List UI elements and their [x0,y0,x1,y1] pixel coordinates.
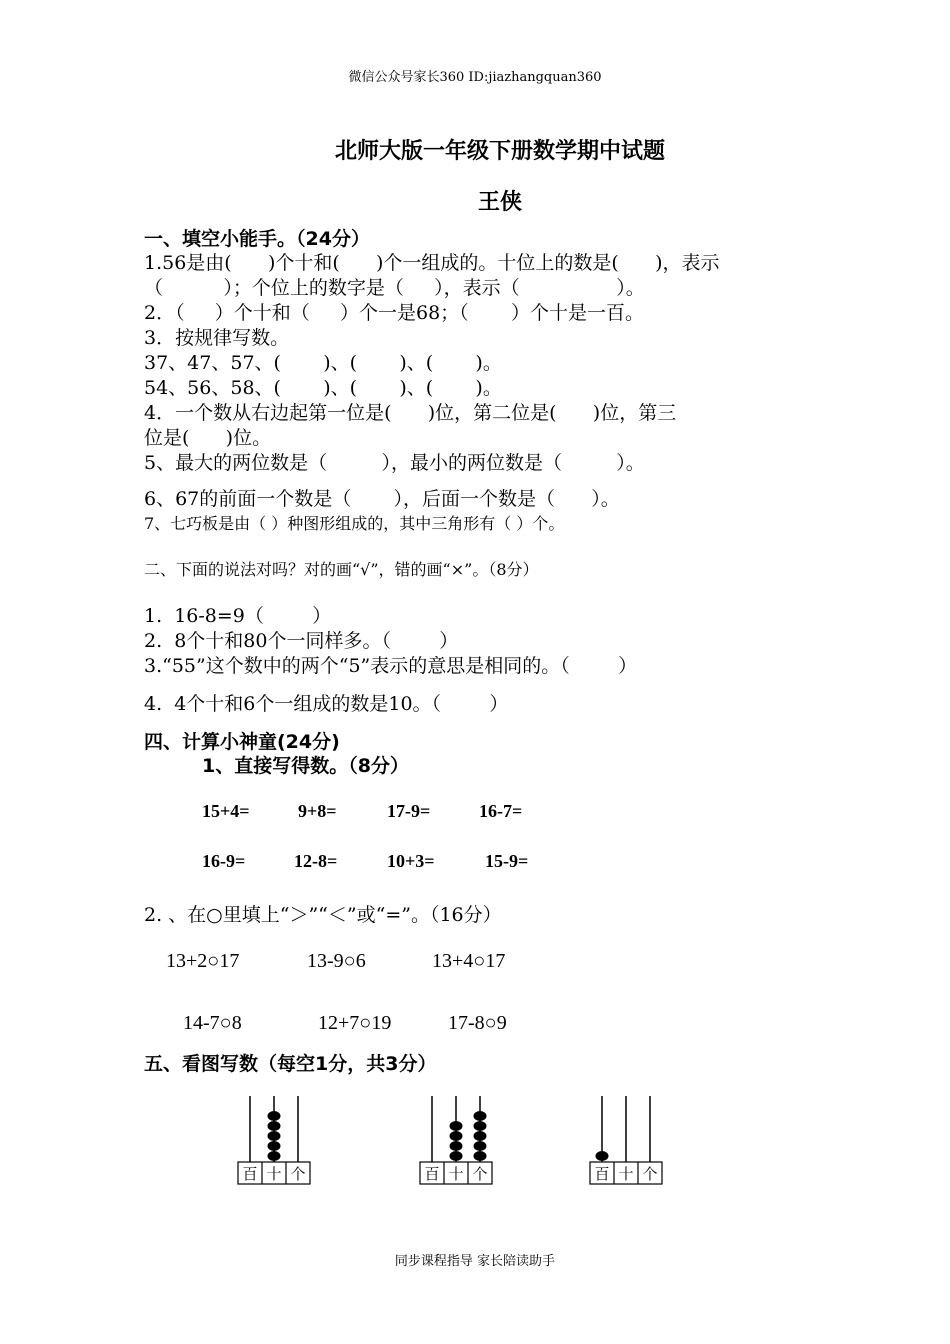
calc-item: 17-9= [387,801,431,821]
abacus-bead [450,1141,463,1151]
section1-heading: 一、填空小能手。（24分） [144,228,370,250]
abacus-bead [268,1131,281,1141]
compare-item: 13-9○6 [307,950,366,972]
calc-item: 16-7= [479,801,523,821]
section2-item: 1. 16-8=9（ ） [144,605,332,627]
place-label: 十 [266,1165,282,1183]
abacus-bead [474,1121,487,1131]
abacus-bead [268,1151,281,1161]
abacus-bead [268,1141,281,1151]
section4-sub1: 1、直接写得数。（8分） [202,755,409,777]
section4-sub2: 2. 、在○里填上“＞”“＜”或“=”。（16分） [144,904,502,926]
calc-item: 15-9= [485,851,529,871]
section1-line: 5、最大的两位数是（ ），最小的两位数是（ ）。 [144,452,645,474]
section1-line: 4．一个数从右边起第一位是( )位，第二位是( )位，第三 [144,402,677,424]
place-label: 个 [472,1165,488,1183]
abacus-bead [450,1151,463,1161]
author-name: 王侠 [477,190,522,215]
section1-line: 6、67的前面一个数是（ ），后面一个数是（ ）。 [144,488,620,510]
abacus-bead [268,1121,281,1131]
compare-item: 13+2○17 [166,950,240,972]
section2-heading: 二、下面的说法对吗？对的画“√”，错的画“×”。（8分） [144,560,539,579]
compare-item: 12+7○19 [318,1012,392,1034]
section1-line: （ ）；个位上的数字是（ ），表示（ ）。 [144,277,645,299]
page-header: 微信公众号家长360 ID:jiazhangquan360 [348,70,602,85]
section1-line: 1.56是由( )个十和( )个一组成的。十位上的数是( )，表示 [144,252,720,274]
place-label: 个 [642,1165,658,1183]
compare-item: 13+4○17 [432,950,506,972]
compare-item: 17-8○9 [448,1012,507,1034]
section1-line: 54、56、58、( )、( )、( )。 [144,377,502,399]
calc-item: 16-9= [202,851,246,871]
section1-line: 7、七巧板是由（ ）种图形组成的，其中三角形有（ ）个。 [144,514,565,533]
abacus-bead [474,1111,487,1121]
page-footer: 同步课程指导 家长陪读助手 [394,1254,556,1269]
calc-item: 9+8= [298,801,337,821]
place-label: 十 [448,1165,464,1183]
calc-item: 10+3= [387,851,435,871]
abacus-bead [450,1121,463,1131]
place-label: 十 [618,1165,634,1183]
compare-item: 14-7○8 [183,1012,242,1034]
section2-item: 2. 8个十和80个一同样多。（ ） [144,630,459,652]
abacus-bead [268,1111,281,1121]
abacus-bead [596,1151,609,1161]
place-label: 个 [290,1165,306,1183]
section5-heading: 五、看图写数（每空1分，共3分） [144,1053,437,1075]
place-label: 百 [242,1165,258,1183]
abacus-bead [474,1131,487,1141]
section1-line: 位是( )位。 [144,427,272,449]
section4-heading: 四、计算小神童(24分) [144,731,340,753]
abacus-bead [474,1141,487,1151]
abacus-bead [474,1151,487,1161]
abacus-1 [236,1092,316,1192]
place-label: 百 [424,1165,440,1183]
abacus-bead [450,1131,463,1141]
section1-line: 2．（ ）个十和（ ）个一是68；（ ）个十是一百。 [144,302,644,324]
abacus-3 [588,1092,668,1192]
calc-item: 15+4= [202,801,250,821]
section2-item: 4. 4个十和6个一组成的数是10。（ ） [144,693,509,715]
section1-line: 37、47、57、( )、( )、( )。 [144,352,502,374]
calc-item: 12-8= [294,851,338,871]
section1-line: 3．按规律写数。 [144,327,290,349]
abacus-2 [418,1092,498,1192]
section2-item: 3.“55”这个数中的两个“5”表示的意思是相同的。（ ） [144,655,638,677]
page-title: 北师大版一年级下册数学期中试题 [334,139,665,164]
place-label: 百 [594,1165,610,1183]
